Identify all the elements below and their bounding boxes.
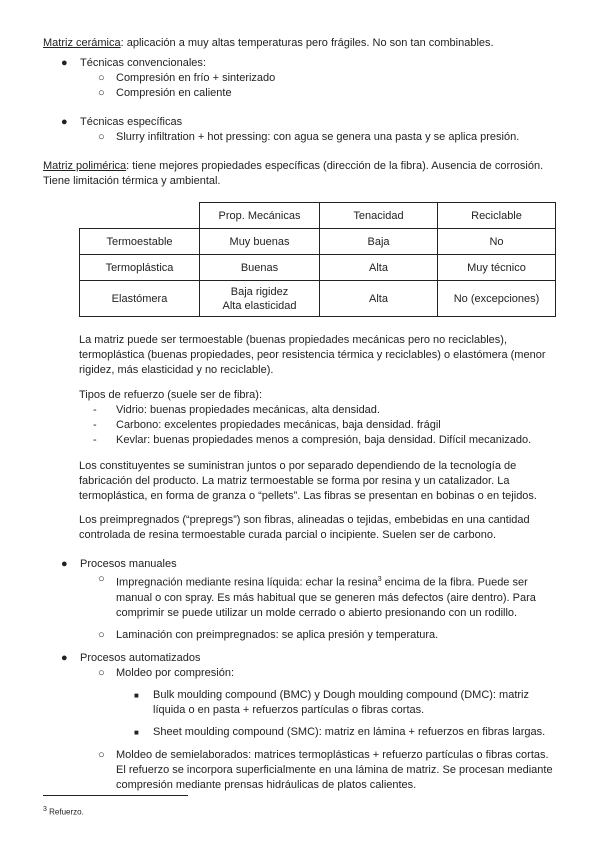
list-item-text: Moldeo de semielaborados: matrices termoplásticas + refuerzo partículas o fibras cortas. [116,749,549,761]
text-line: Los preimpregnados (“prepregs”) son fibras, alineadas o tejidas, embebidas en una cantidad [79,514,530,526]
polymer-term: Matriz polimérica [43,160,127,172]
table-cell: No [438,229,556,255]
table-cell: No (excepciones) [438,281,556,317]
conventional-techniques-list [43,56,563,101]
text-line: fabricación del producto. La matriz termoestable se forma por resina y un catalizador. La [79,475,510,487]
list-item [43,666,563,681]
ceramic-text: : aplicación a muy altas temperaturas pero frágiles. No son tan combinables. [120,37,494,49]
list-item [43,115,563,130]
table-header: Prop. Mecánicas [200,203,320,229]
circle-bullet-icon: ○ [98,628,105,641]
table-cell: Muy técnico [438,255,556,281]
table-header-row [80,203,556,229]
polymer-text-2: Tiene limitación térmica y ambiental. [43,175,221,187]
list-item [43,628,563,643]
circle-bullet-icon: ○ [98,87,105,99]
table-header: Tenacidad [320,203,438,229]
list-item [43,86,563,101]
list-item-text: Bulk moulding compound (BMC) y Dough moulding compound (DMC): matriz [153,689,529,701]
table-cell: Baja [320,229,438,255]
table-cell [200,281,320,317]
list-item-text: compresión mediante prensas hidráulicas de platos calientes. [116,779,417,791]
specific-techniques-list [43,115,563,145]
text-line: controlada de resina termoestable curada parcial o incipiente. Suelen ser de carbono. [79,529,497,541]
list-item-text: líquida o en pasta + refuerzos partículas o fibras cortas. [153,704,425,716]
table-cell: Muy buenas [200,229,320,255]
ceramic-term: Matriz cerámica [43,37,121,49]
list-item-text: Procesos manuales [80,558,177,570]
footnote-text: Refuerzo. [46,807,84,817]
text-line: termoplástica (buenas propiedades, peor resistencia térmica y reciclables) o elastómera (menor [79,349,546,361]
list-item-text: Sheet moulding compound (SMC): matriz en lámina + refuerzos en fibras largas. [153,726,546,738]
list-item [43,557,563,572]
dash-marker: - [93,419,97,431]
table-row-label: Elastómera [80,281,200,317]
list-item-text: Laminación con preimpregnados: se aplica presión y temperatura. [116,628,439,641]
square-bullet-icon: ■ [134,691,139,700]
circle-bullet-icon: ○ [98,131,105,143]
list-item [43,56,563,71]
list-item [43,688,563,718]
dash-marker: - [93,434,97,446]
list-item-text: Moldeo por compresión: [116,667,235,679]
table-corner-cell [80,203,200,229]
list-item [43,572,563,621]
list-item-text: Técnicas específicas [80,116,183,128]
list-item [79,403,559,418]
list-item-text: El refuerzo se incorpora superficialmente en una lámina de matriz. Se procesan mediante [116,764,553,776]
footnote-ref: 3 [377,576,382,583]
table-row [80,229,556,255]
list-item-text: comprimir se puede utilizar un molde cerrado o abierto presionando con un rodillo. [116,606,518,619]
reinforcement-title: Tipos de refuerzo (suele ser de fibra): [79,389,263,401]
reinforcement-list [79,403,559,448]
list-item-text: Slurry infiltration + hot pressing: con agua se genera una pasta y se aplica presión. [116,131,520,143]
list-item-text: encima de la fibra. Puede ser [381,576,528,589]
text-line: rigidez, más elasticidad y no reciclable). [79,364,274,376]
list-item-text: Procesos automatizados [80,652,201,664]
text-line: termoplástica, en forma de granza o “pellets”. Las fibras se presentan en bobinas o en tejidos. [79,490,537,502]
table-header: Reciclable [438,203,556,229]
dash-marker: - [93,404,97,416]
table-cell-line: Baja rigidez [230,285,289,298]
matrix-paragraph [79,333,559,378]
list-item [79,433,559,448]
list-item [43,725,563,740]
automated-processes-list [43,651,563,793]
bullet-icon: ● [61,57,68,69]
circle-bullet-icon: ○ [98,749,105,761]
footnote-mark: 3 [43,806,47,813]
table-row [80,255,556,281]
table-row-label: Termoestable [80,229,200,255]
table-cell: Alta [320,255,438,281]
circle-bullet-icon: ○ [98,573,105,585]
table-cell: Buenas [200,255,320,281]
polymer-paragraph [43,159,563,189]
text-line: La matriz puede ser termoestable (buenas propiedades mecánicas pero no reciclables), [79,334,508,346]
table-row [80,281,556,317]
reinforcement-section [79,388,559,448]
list-item-text: Carbono: excelentes propiedades mecánicas, baja densidad. frágil [116,419,441,431]
table-cell: Alta [320,281,438,317]
footnote [43,802,84,820]
matrix-properties-table [79,202,556,317]
list-item-text: Impregnación mediante resina líquida: echar la resina [116,576,378,589]
table-cell-line: Alta elasticidad [222,299,297,312]
bullet-icon: ● [61,116,68,128]
list-item-text: Compresión en caliente [116,87,232,99]
list-item [43,748,563,793]
list-item [43,71,563,86]
prepreg-paragraph [79,513,559,543]
constituents-paragraph [79,459,559,504]
text-line: Los constituyentes se suministran juntos o por separado dependiendo de la tecnología de [79,460,517,472]
list-item-text: manual o con spray. Es más habitual que se generen más defectos (aire dentro). Para [116,591,536,604]
manual-processes-list [43,557,563,643]
bullet-icon: ● [61,652,68,664]
list-item-text: Vidrio: buenas propiedades mecánicas, alta densidad. [116,404,380,416]
square-bullet-icon: ■ [134,728,139,737]
list-item [43,130,563,145]
list-item-text: Técnicas convencionales: [80,57,206,69]
list-item-text: Compresión en frío + sinterizado [116,72,276,84]
bullet-icon: ● [61,558,68,570]
polymer-text: : tiene mejores propiedades específicas (dirección de la fibra). Ausencia de corrosión. [126,160,544,172]
list-item [79,418,559,433]
circle-bullet-icon: ○ [98,72,105,84]
ceramic-paragraph [43,36,563,51]
table-row-label: Termoplástica [80,255,200,281]
footnote-divider [43,795,188,796]
list-item-text: Kevlar: buenas propiedades menos a compresión, baja densidad. Difícil mecanizado. [116,434,532,446]
list-item [43,651,563,666]
circle-bullet-icon: ○ [98,667,105,679]
